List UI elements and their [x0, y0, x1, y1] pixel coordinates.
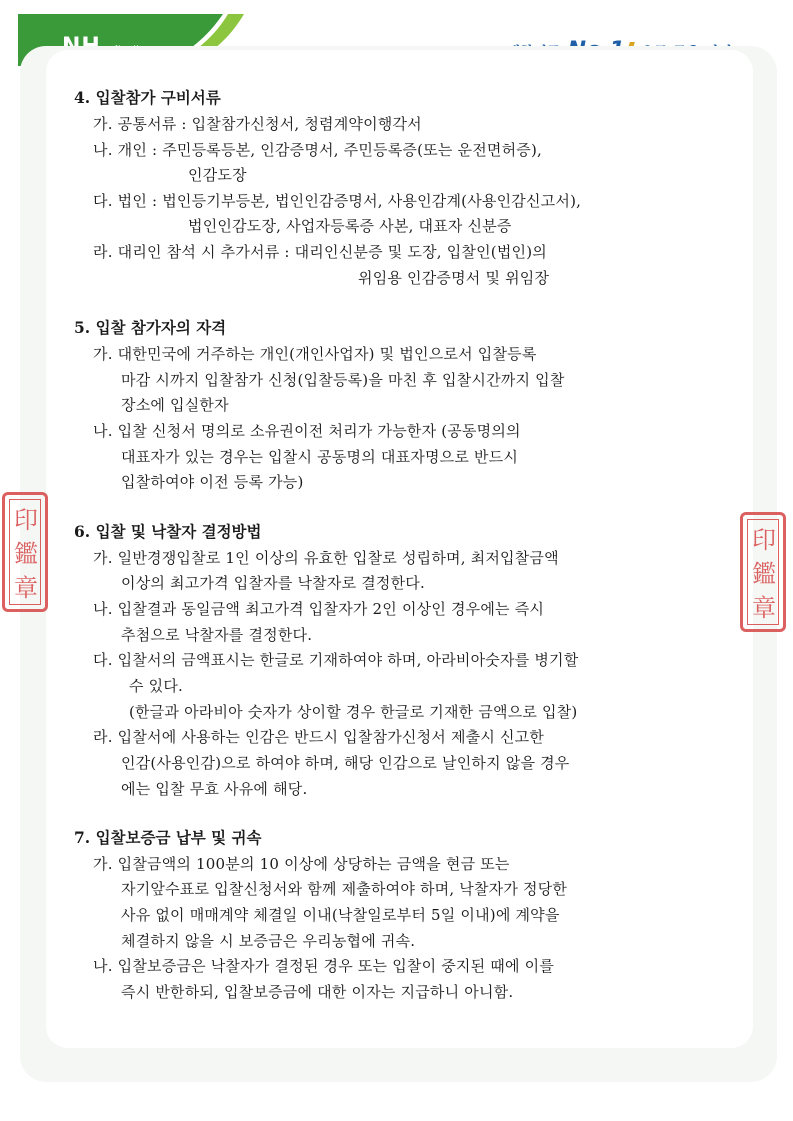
sec6-line-1: 가. 일반경쟁입찰로 1인 이상의 유효한 입찰로 성립하며, 최저입찰금액 [93, 549, 559, 567]
sec5-line-3: 장소에 입실한자 [121, 396, 229, 414]
sec7-line-4: 체결하지 않을 시 보증금은 우리농협에 귀속. [121, 932, 416, 950]
sec6-line-4: 추첨으로 낙찰자를 결정한다. [121, 626, 313, 644]
sec4-line-5: 법인인감도장, 사업자등록증 사본, 대표자 신분증 [188, 217, 512, 235]
sec6-line-6: 수 있다. [129, 677, 184, 695]
sec7-line-1: 가. 입찰금액의 100분의 10 이상에 상당하는 금액을 현금 또는 [93, 855, 510, 873]
seal-stamp-left: 印 鑑 章 [2, 492, 48, 612]
sec5-line-5: 대표자가 있는 경우는 입찰시 공동명의 대표자명으로 반드시 [121, 448, 519, 466]
sec4-line-2: 나. 개인 : 주민등록등본, 인감증명서, 주민등록증(또는 운전면허증), [93, 141, 542, 159]
sec5-line-4: 나. 입찰 신청서 명의로 소유권이전 처리가 가능한자 (공동명의의 [93, 422, 521, 440]
sec4-line-1: 가. 공통서류 : 입찰참가신청서, 청렴계약이행각서 [93, 115, 422, 133]
sec6-line-3: 나. 입찰결과 동일금액 최고가격 입찰자가 2인 이상인 경우에는 즉시 [93, 600, 545, 618]
sec6-line-9: 인감(사용인감)으로 하여야 하며, 해당 인감으로 날인하지 않을 경우 [121, 754, 570, 772]
sec4-line-4: 다. 법인 : 법인등기부등본, 법인인감증명서, 사용인감계(사용인감신고서), [93, 192, 582, 210]
section-6-title: 6. 입찰 및 낙찰자 결정방법 [74, 522, 262, 541]
sec7-line-5: 나. 입찰보증금은 낙찰자가 결정된 경우 또는 입찰이 중지된 때에 이를 [93, 957, 555, 975]
sec4-line-6: 라. 대리인 참석 시 추가서류 : 대리인신분증 및 도장, 입찰인(법인)의 [93, 243, 547, 261]
sec7-line-3: 사유 없이 매매계약 체결일 이내(낙찰일로부터 5일 이내)에 계약을 [121, 906, 560, 924]
sec6-line-10: 에는 입찰 무효 사유에 해당. [121, 780, 308, 798]
sec6-line-2: 이상의 최고가격 입찰자를 낙찰자로 결정한다. [121, 574, 425, 592]
sec5-line-1: 가. 대한민국에 거주하는 개인(개인사업자) 및 법인으로서 입찰등록 [93, 345, 537, 363]
sec5-line-6: 입찰하여야 이전 등록 가능) [121, 473, 304, 491]
sec6-line-7: (한글과 아라비아 숫자가 상이할 경우 한글로 기재한 금액으로 입찰) [129, 703, 578, 721]
sec5-line-2: 마감 시까지 입찰참가 신청(입찰등록)을 마친 후 입찰시간까지 입찰 [121, 371, 565, 389]
sec7-line-6: 즉시 반한하되, 입찰보증금에 대한 이자는 지급하니 아니함. [121, 983, 514, 1001]
sec7-line-2: 자기앞수표로 입찰신청서와 함께 제출하여야 하며, 낙찰자가 정당한 [121, 880, 568, 898]
sec6-line-5: 다. 입찰서의 금액표시는 한글로 기재하여야 하며, 아라비아숫자를 병기할 [93, 651, 579, 669]
sec4-line-7: 위임용 인감증명서 및 위임장 [358, 269, 550, 287]
section-7-title: 7. 입찰보증금 납부 및 귀속 [74, 828, 262, 847]
sec6-line-8: 라. 입찰서에 사용하는 인감은 반드시 입찰참가신청서 제출시 신고한 [93, 728, 545, 746]
seal-stamp-right: 印 鑑 章 [740, 512, 786, 632]
sec4-line-3: 인감도장 [188, 166, 247, 184]
section-5-title: 5. 입찰 참가자의 자격 [74, 318, 227, 337]
section-4-title: 4. 입찰참가 구비서류 [74, 88, 221, 107]
